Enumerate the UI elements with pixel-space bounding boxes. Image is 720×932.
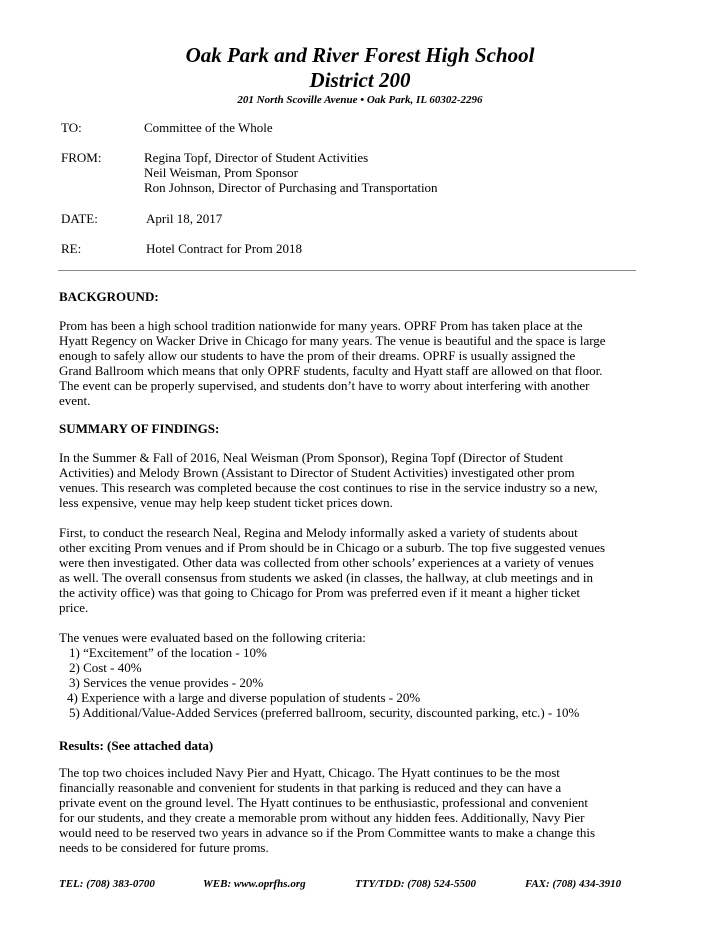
footer-tel: TEL: (708) 383-0700 bbox=[59, 878, 155, 890]
background-line: event. bbox=[59, 393, 91, 408]
background-section bbox=[59, 289, 641, 408]
results-line: needs to be considered for future proms. bbox=[59, 840, 269, 855]
summary-line: First, to conduct the research Neal, Regina and Melody informally asked a variety of students about bbox=[59, 525, 578, 540]
summary-line: In the Summer & Fall of 2016, Neal Weisman (Prom Sponsor), Regina Topf (Director of Student bbox=[59, 450, 564, 465]
results-line: would need to be reserved two years in advance so if the Prom Committee wants to make a change this bbox=[59, 825, 596, 840]
background-line: Hyatt Regency on Wacker Drive in Chicago for many years. The venue is beautiful and the space is large bbox=[59, 333, 606, 348]
criteria-item: 1) “Excitement” of the location - 10% bbox=[69, 645, 267, 660]
summary-line: the activity office) was that going to Chicago for Prom was preferred even if it meant a higher ticket bbox=[59, 585, 581, 600]
summary-line: were then investigated. Other data was collected from other schools’ experiences at a variety of venues bbox=[59, 555, 594, 570]
background-line: The event can be properly supervised, and students don’t have to worry about interfering with another bbox=[59, 378, 590, 393]
summary-line: Activities) and Melody Brown (Assistant to Director of Student Activities) investigated other prom bbox=[59, 465, 575, 480]
school-name: Oak Park and River Forest High School bbox=[185, 43, 535, 67]
from-label: FROM: bbox=[61, 150, 102, 165]
results-line: for our students, and they create a memorable prom without any hidden fees. Additionally, Navy Pier bbox=[59, 810, 585, 825]
footer-fax: FAX: (708) 434-3910 bbox=[525, 878, 622, 890]
summary-line: venues. This research was completed because the cost continues to rise in the service industry so a new, bbox=[59, 480, 598, 495]
results-heading: Results: (See attached data) bbox=[59, 738, 214, 753]
summary-line: price. bbox=[59, 600, 89, 615]
summary-line: other exciting Prom venues and if Prom should be in Chicago or a suburb. The top five suggested venues bbox=[59, 540, 606, 555]
to-label: TO: bbox=[61, 120, 82, 135]
criteria-item: 2) Cost - 40% bbox=[69, 660, 142, 675]
results-line: private event on the ground level. The Hyatt continues to be enthusiastic, professional and convenient bbox=[59, 795, 589, 810]
date-label: DATE: bbox=[61, 211, 98, 226]
re-value: Hotel Contract for Prom 2018 bbox=[146, 241, 302, 256]
criteria-item: 3) Services the venue provides - 20% bbox=[69, 675, 264, 690]
summary-heading: SUMMARY OF FINDINGS: bbox=[59, 421, 220, 436]
re-label: RE: bbox=[61, 241, 82, 256]
summary-line: as well. The overall consensus from students we asked (in classes, the hallway, at club meetings and in bbox=[59, 570, 593, 585]
summary-section bbox=[59, 421, 641, 720]
criteria-intro: The venues were evaluated based on the following criteria: bbox=[59, 630, 366, 645]
district-name: District 200 bbox=[309, 68, 411, 92]
school-address: 201 North Scoville Avenue • Oak Park, IL 60302-2296 bbox=[237, 94, 483, 106]
date-value: April 18, 2017 bbox=[146, 211, 223, 226]
results-line: financially reasonable and convenient for students in that parking is reduced and they can have a bbox=[59, 780, 562, 795]
results-section bbox=[59, 738, 641, 855]
to-value: Committee of the Whole bbox=[144, 120, 273, 135]
from-value-3: Ron Johnson, Director of Purchasing and Transportation bbox=[144, 180, 438, 195]
background-heading: BACKGROUND: bbox=[59, 289, 159, 304]
summary-line: less expensive, venue may help keep student ticket prices down. bbox=[59, 495, 393, 510]
criteria-item: 5) Additional/Value-Added Services (preferred ballroom, security, discounted parking, etc.) - 10% bbox=[69, 705, 580, 720]
criteria-item: 4) Experience with a large and diverse population of students - 20% bbox=[67, 690, 421, 705]
footer-web: WEB: www.oprfhs.org bbox=[203, 878, 306, 890]
from-value-2: Neil Weisman, Prom Sponsor bbox=[144, 165, 298, 180]
header-divider bbox=[58, 270, 636, 271]
background-line: enough to safely allow our students to have the prom of their dreams. OPRF is usually assigned the bbox=[59, 348, 576, 363]
from-value-1: Regina Topf, Director of Student Activities bbox=[144, 150, 369, 165]
background-line: Grand Ballroom which means that only OPRF students, faculty and Hyatt staff are allowed on that floor. bbox=[59, 363, 603, 378]
footer-tty: TTY/TDD: (708) 524-5500 bbox=[355, 878, 476, 890]
background-line: Prom has been a high school tradition nationwide for many years. OPRF Prom has taken place at the bbox=[59, 318, 583, 333]
results-line: The top two choices included Navy Pier and Hyatt, Chicago. The Hyatt continues to be the most bbox=[59, 765, 560, 780]
